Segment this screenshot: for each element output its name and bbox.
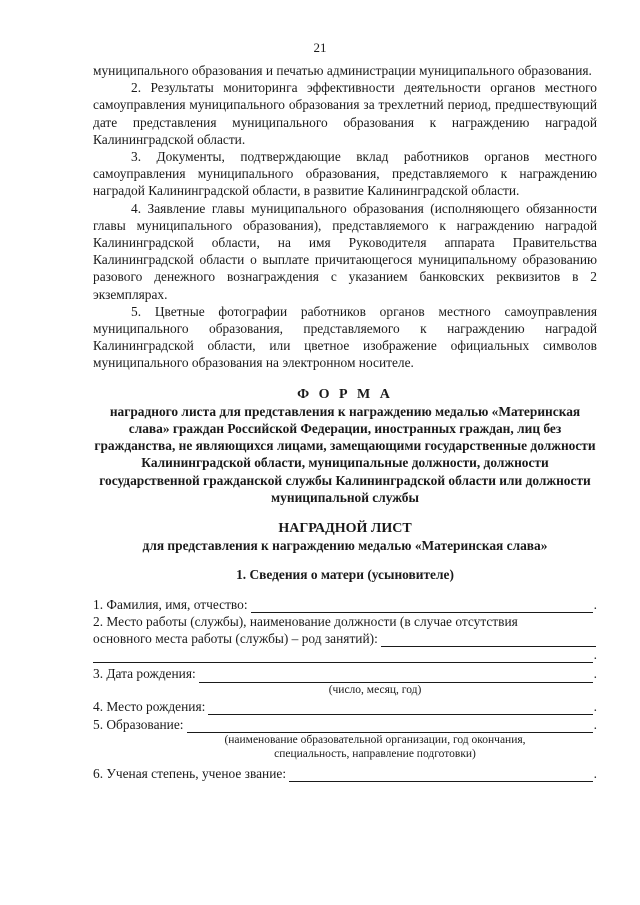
- field-label: 6. Ученая степень, ученое звание:: [93, 765, 287, 781]
- fill-line[interactable]: [93, 649, 593, 663]
- form-subheading: наградного листа для представления к награждению медалью «Материнская слава» граждан Российской Федерации, иностранных граждан, лиц без гражданства, не являющихся лицами, замещающими государственные должности Калининградской области, муниципальные должности, должности государственной гражданской службы Калининградской области или должности муниципальной службы: [94, 403, 596, 505]
- field-label: основного места работы (службы) – род занятий):: [93, 631, 378, 647]
- form-fields: [93, 596, 597, 782]
- field-label: 3. Дата рождения:: [93, 666, 196, 682]
- field-academic-degree: 6. Ученая степень, ученое звание: .: [93, 765, 597, 781]
- field-birth-place: 4. Место рождения: .: [93, 698, 597, 714]
- form-heading: Ф О Р М А: [297, 386, 393, 402]
- field-full-name: 1. Фамилия, имя, отчество: .: [93, 596, 597, 612]
- fill-line[interactable]: [251, 599, 593, 613]
- fill-line[interactable]: [208, 701, 592, 715]
- paragraph-continuation: муниципального образования и печатью администрации муниципального образования.: [93, 63, 592, 78]
- paragraph-item-3: 3. Документы, подтверждающие вклад работников органов местного самоуправления муниципального образования, представляемого к награждению наградой Калининградской области, в развитие Калининградской области.: [93, 149, 597, 199]
- field-label-workplace: 2. Место работы (службы), наименование должности (в случае отсутствия: [93, 613, 518, 629]
- field-label: 1. Фамилия, имя, отчество:: [93, 596, 248, 612]
- award-sheet-subtitle: для представления к награждению медалью «Материнская слава»: [142, 538, 548, 554]
- fill-line[interactable]: [381, 633, 596, 647]
- field-education: 5. Образование: .: [93, 716, 597, 732]
- page-number: 21: [313, 40, 327, 55]
- paragraph-item-2: 2. Результаты мониторинга эффективности деятельности органов местного самоуправления муниципального образования за трехлетний период, предшествующий дате представления муниципального образования к награждению наградой Калининградской области.: [93, 80, 597, 147]
- award-sheet-title: НАГРАДНОЙ ЛИСТ: [278, 521, 412, 537]
- field-caption: (наименование образовательной организации, год окончания,: [224, 733, 526, 746]
- document-body: [93, 62, 597, 782]
- fill-line[interactable]: [199, 669, 593, 683]
- field-caption: (число, месяц, год): [328, 683, 422, 696]
- field-label: 5. Образование:: [93, 716, 184, 732]
- paragraph-item-4: 4. Заявление главы муниципального образования (исполняющего обязанности главы муниципального образования), представляемого к награждению наградой Калининградской области, на имя Руководителя аппарата Правительства Калининградской области о выплате причитающегося муниципальному образованию разового денежного вознаграждения с указанием банковских реквизитов в 2 экземплярах.: [93, 200, 597, 302]
- field-caption: специальность, направление подготовки): [274, 747, 476, 760]
- fill-line[interactable]: [187, 719, 593, 733]
- paragraph-item-5: 5. Цветные фотографии работников органов местного самоуправления муниципального образования, представляемого к награждению наградой Калининградской области, или цветное изображение официальных символов муниципального образования на электронном носителе.: [93, 303, 597, 371]
- field-workplace: [93, 630, 597, 647]
- field-birth-date: 3. Дата рождения: .: [93, 666, 597, 682]
- field-label: 4. Место рождения:: [93, 698, 206, 714]
- field-workplace-continued: .: [93, 647, 597, 663]
- section-title: 1. Сведения о матери (усыновителе): [236, 567, 454, 583]
- fill-line[interactable]: [289, 768, 593, 782]
